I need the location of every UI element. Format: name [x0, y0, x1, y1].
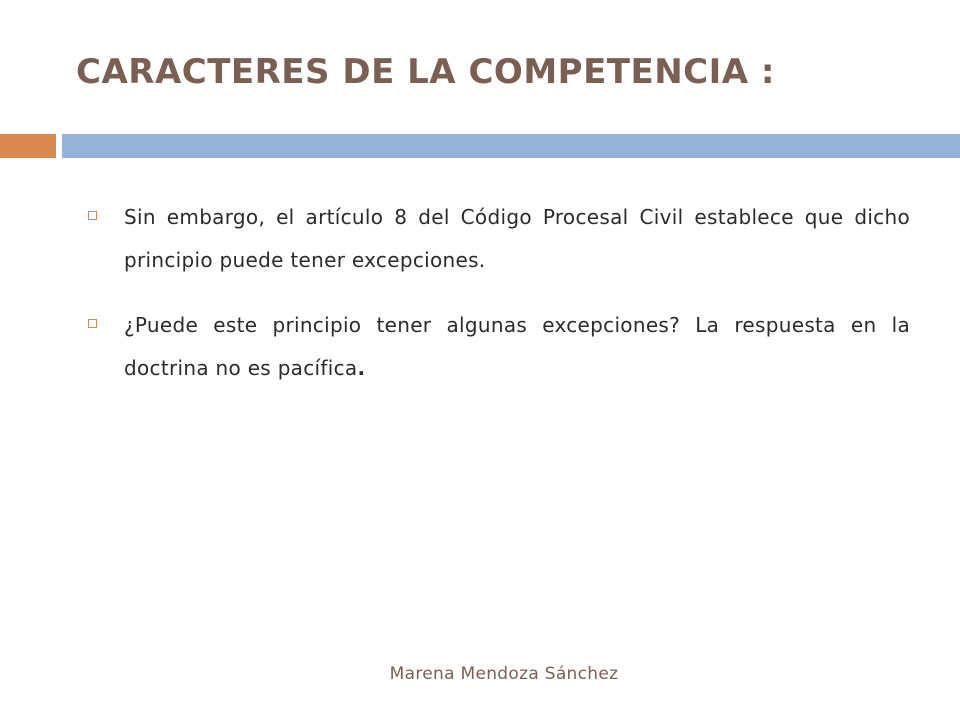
bullet-text: Sin embargo, el artículo 8 del Código Procesal Civil establece que dicho principio puede tener excepciones.	[124, 205, 910, 272]
square-bullet-icon	[88, 211, 97, 220]
title-underline-accent-blue	[62, 134, 960, 158]
bullet-item	[84, 196, 910, 282]
title-underline-accent-orange	[0, 134, 56, 158]
bullet-emphasis-period: .	[357, 356, 366, 380]
bullet-item	[84, 304, 910, 390]
footer-author: Marena Mendoza Sánchez	[389, 664, 619, 684]
square-bullet-icon	[88, 319, 97, 328]
slide-title: CARACTERES DE LA COMPETENCIA :	[76, 52, 776, 92]
bullet-list	[84, 196, 910, 412]
bullet-text: ¿Puede este principio tener algunas excepciones? La respuesta en la doctrina no es pacífica	[124, 313, 910, 380]
